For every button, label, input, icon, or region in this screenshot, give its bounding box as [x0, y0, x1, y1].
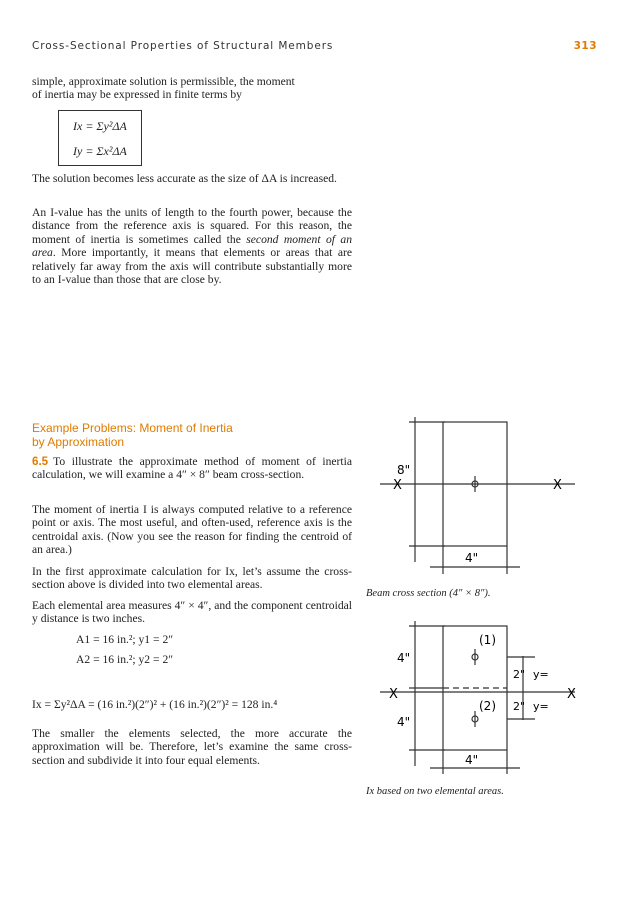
figure-two-elemental-areas	[375, 616, 595, 778]
upper-y-label: 2"	[513, 668, 526, 681]
first-calc-paragraph-text: In the first approximate calculation for Ix, let’s assume the cross-section above is divided into two elemental areas.	[32, 565, 352, 592]
a2-equation: A2 = 16 in.²; y2 = 2″	[76, 653, 174, 666]
section-heading	[32, 421, 332, 449]
element-paragraph-text: Each elemental area measures 4″ × 4″, and the component centroidal y distance is two inches.	[32, 599, 352, 626]
ivalue-paragraph-text	[32, 206, 352, 286]
section-heading-line-2: by Approximation	[32, 435, 125, 449]
definition-equation-box	[58, 110, 142, 166]
fig1-width-label: 4"	[465, 551, 479, 565]
figure-2-caption: Ix based on two elemental areas.	[366, 786, 504, 797]
fig1-height-label: 8"	[397, 463, 411, 477]
first-calc-paragraph	[32, 565, 352, 592]
figure-beam-cross-section	[375, 412, 595, 580]
element-1-label: (1)	[479, 633, 496, 647]
running-head-title: Cross-Sectional Properties of Structural Members	[32, 40, 334, 52]
lower-y-symbol: y=	[533, 700, 549, 713]
a1-equation: A1 = 16 in.²; y1 = 2″	[76, 633, 174, 646]
conclusion-paragraph	[32, 727, 352, 767]
upper-height-label: 4"	[397, 651, 411, 665]
fig2-width-label: 4"	[465, 753, 479, 767]
page-number: 313	[573, 40, 597, 52]
element-paragraph	[32, 599, 352, 626]
iy-definition: Iy = Σx²ΔA	[73, 144, 127, 158]
intro-line-1: simple, approximate solution is permissible, the moment	[32, 75, 295, 88]
ivalue-paragraph	[32, 206, 352, 286]
ix-calculation: Ix = Σy²ΔA = (16 in.²)(2″)² + (16 in.²)(2″)² = 128 in.⁴	[32, 698, 278, 711]
fig2-x-label-left: X	[389, 687, 398, 702]
accuracy-note	[32, 172, 352, 185]
accuracy-note-text: The solution becomes less accurate as the size of ΔA is increased.	[32, 172, 337, 185]
ivalue-text-part-1: An I-value has the units of length to the fourth power, because the distance from the reference axis is squared. For this reason, the moment of inertia is sometimes called the	[32, 206, 352, 246]
reference-paragraph-text: The moment of inertia I is always computed relative to a reference point or axis. The most useful, and often-used, reference axis is the centroidal axis. (Now you see the reason for finding the centroid of an area.)	[32, 503, 352, 557]
problem-text: To illustrate the approximate method of moment of inertia calculation, we will examine a 4″ × 8″ beam cross-section.	[32, 455, 352, 482]
intro-paragraph	[32, 75, 352, 102]
section-heading-line-1: Example Problems: Moment of Inertia	[32, 421, 233, 435]
conclusion-paragraph-text: The smaller the elements selected, the more accurate the approximation will be. Therefore, let’s examine the same cross-section and subdivide it into four equal elements.	[32, 727, 352, 767]
element-2-label: (2)	[479, 699, 496, 713]
problem-paragraph	[32, 455, 352, 482]
running-head	[32, 40, 597, 56]
fig1-x-label-right: X	[553, 478, 562, 493]
lower-y-label: 2"	[513, 700, 526, 713]
intro-line-2: of inertia may be expressed in finite terms by	[32, 88, 242, 102]
figure-1-caption: Beam cross section (4″ × 8″).	[366, 588, 491, 599]
ivalue-emphasis: second moment of an area	[32, 232, 352, 260]
ivalue-text-part-2: . More importantly, it means that elements or areas that are relatively far away from the axis will contribute substantially more to an I-value than those that are close by.	[32, 246, 352, 287]
problem-number: 6.5	[32, 455, 49, 468]
ix-definition: Ix = Σy²ΔA	[73, 119, 127, 133]
reference-paragraph	[32, 503, 352, 557]
upper-y-symbol: y=	[533, 668, 549, 681]
fig1-x-label-left: X	[393, 478, 402, 493]
fig2-x-label-right: X	[567, 687, 576, 702]
lower-height-label: 4"	[397, 715, 411, 729]
